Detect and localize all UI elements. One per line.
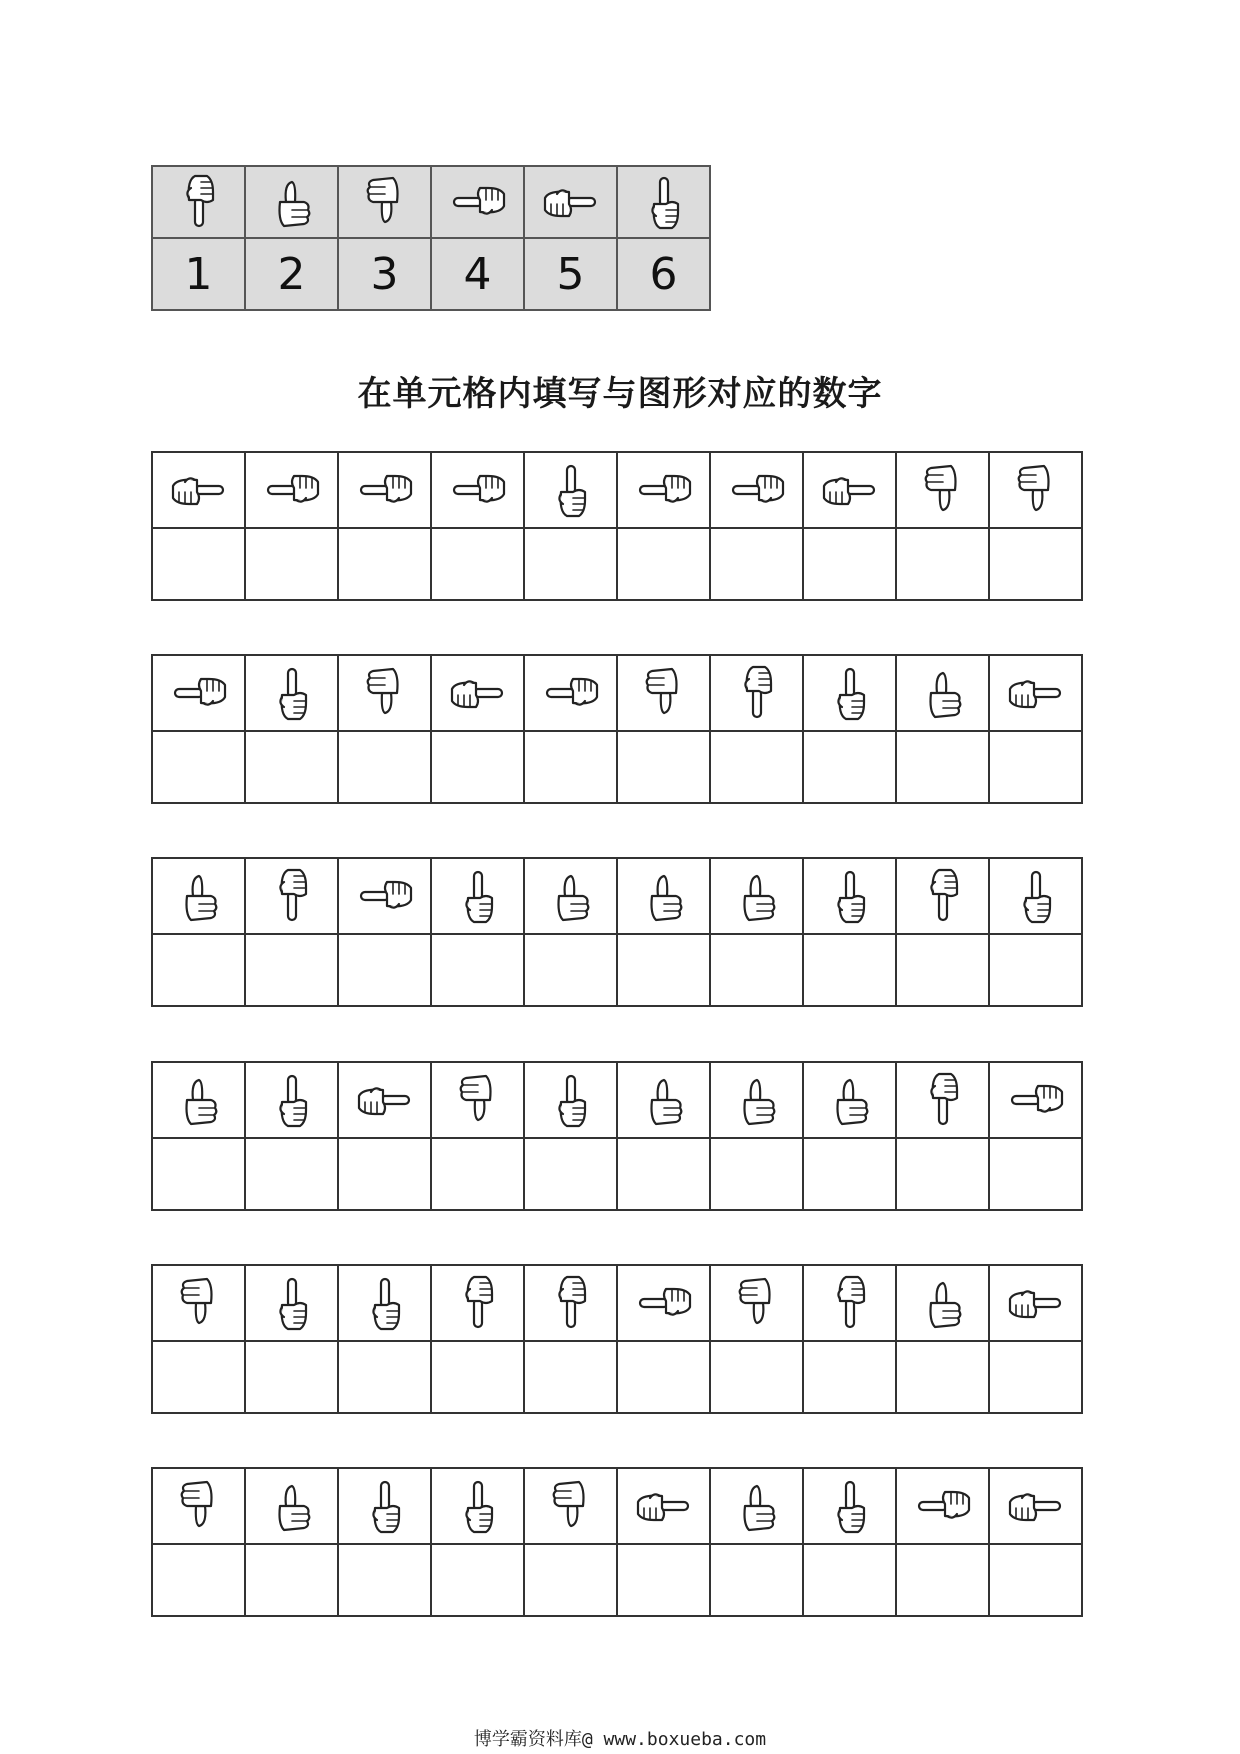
hand-icon xyxy=(618,1478,709,1534)
symbol-cell xyxy=(803,858,896,934)
hand-icon xyxy=(897,1275,988,1331)
answer-cell[interactable] xyxy=(431,731,524,803)
answer-cell[interactable] xyxy=(152,934,245,1006)
hand-icon xyxy=(153,174,244,230)
answer-cell[interactable] xyxy=(803,731,896,803)
hand-icon xyxy=(618,1275,709,1331)
hand-icon xyxy=(432,868,523,924)
hand-icon xyxy=(339,868,430,924)
hand-icon xyxy=(804,1072,895,1128)
answer-cell[interactable] xyxy=(152,1544,245,1616)
symbol-cell xyxy=(710,452,803,528)
answer-cell[interactable] xyxy=(152,1341,245,1413)
hand-icon xyxy=(990,1478,1081,1534)
hand-icon xyxy=(618,462,709,518)
answer-cell[interactable] xyxy=(896,1544,989,1616)
exercise-grid-2 xyxy=(151,654,1083,804)
symbol-cell xyxy=(524,858,617,934)
hand-icon xyxy=(525,1478,616,1534)
hand-icon xyxy=(990,462,1081,518)
hand-icon xyxy=(990,868,1081,924)
answer-cell[interactable] xyxy=(524,528,617,600)
hand-icon xyxy=(432,462,523,518)
answer-cell[interactable] xyxy=(152,1138,245,1210)
hand-icon xyxy=(246,1275,337,1331)
key-number: 3 xyxy=(338,238,431,310)
hand-icon xyxy=(153,1072,244,1128)
hand-icon xyxy=(804,1275,895,1331)
hand-icon xyxy=(618,665,709,721)
key-cell xyxy=(152,166,245,238)
hand-icon xyxy=(153,462,244,518)
answer-cell[interactable] xyxy=(896,934,989,1006)
symbol-cell xyxy=(152,1062,245,1138)
symbol-cell xyxy=(245,1062,338,1138)
answer-cell[interactable] xyxy=(245,1544,338,1616)
exercise-grid-5 xyxy=(151,1264,1083,1414)
worksheet-title: 在单元格内填写与图形对应的数字 xyxy=(357,374,883,414)
hand-icon xyxy=(339,665,430,721)
hand-icon xyxy=(525,174,616,230)
hand-icon xyxy=(618,868,709,924)
answer-cell[interactable] xyxy=(989,1138,1082,1210)
key-number-row xyxy=(152,238,710,310)
answer-cell[interactable] xyxy=(524,1544,617,1616)
answer-cell[interactable] xyxy=(989,934,1082,1006)
hand-icon xyxy=(618,1072,709,1128)
answer-cell[interactable] xyxy=(710,1138,803,1210)
hand-icon xyxy=(897,868,988,924)
answer-cell[interactable] xyxy=(431,1138,524,1210)
symbol-cell xyxy=(245,655,338,731)
symbol-cell xyxy=(617,655,710,731)
key-cell xyxy=(431,166,524,238)
symbol-cell xyxy=(617,1062,710,1138)
symbol-cell xyxy=(896,452,989,528)
hand-icon xyxy=(246,868,337,924)
hand-icon xyxy=(246,665,337,721)
symbol-cell xyxy=(338,1468,431,1544)
symbol-cell xyxy=(710,1468,803,1544)
hand-icon xyxy=(153,665,244,721)
key-number: 5 xyxy=(524,238,617,310)
hand-icon xyxy=(525,868,616,924)
hand-icon xyxy=(897,1478,988,1534)
hand-icon xyxy=(525,1275,616,1331)
answer-cell[interactable] xyxy=(896,1341,989,1413)
hand-icon xyxy=(246,174,337,230)
answer-cell[interactable] xyxy=(617,731,710,803)
hand-icon xyxy=(339,1072,430,1128)
hand-icon xyxy=(804,868,895,924)
symbol-cell xyxy=(431,1062,524,1138)
answer-row xyxy=(152,731,1082,803)
answer-row xyxy=(152,1138,1082,1210)
hand-icon xyxy=(711,1072,802,1128)
symbol-cell xyxy=(152,858,245,934)
hand-icon xyxy=(525,665,616,721)
answer-cell[interactable] xyxy=(710,1544,803,1616)
symbol-cell xyxy=(617,1468,710,1544)
answer-row xyxy=(152,528,1082,600)
answer-cell[interactable] xyxy=(524,731,617,803)
answer-cell[interactable] xyxy=(524,1341,617,1413)
answer-cell[interactable] xyxy=(710,731,803,803)
symbol-cell xyxy=(152,1265,245,1341)
answer-cell[interactable] xyxy=(989,528,1082,600)
symbol-cell xyxy=(524,452,617,528)
symbol-cell xyxy=(431,655,524,731)
answer-cell[interactable] xyxy=(803,528,896,600)
symbol-cell xyxy=(896,858,989,934)
symbol-cell xyxy=(152,1468,245,1544)
answer-cell[interactable] xyxy=(338,1138,431,1210)
symbol-row xyxy=(152,1265,1082,1341)
symbol-cell xyxy=(803,1062,896,1138)
hand-icon xyxy=(897,1072,988,1128)
answer-row xyxy=(152,934,1082,1006)
symbol-row xyxy=(152,655,1082,731)
symbol-cell xyxy=(617,452,710,528)
symbol-cell xyxy=(338,858,431,934)
symbol-cell xyxy=(803,655,896,731)
exercise-grid-1 xyxy=(151,451,1083,601)
hand-icon xyxy=(804,462,895,518)
hand-icon xyxy=(711,868,802,924)
symbol-cell xyxy=(431,858,524,934)
hand-icon xyxy=(711,665,802,721)
answer-cell[interactable] xyxy=(152,528,245,600)
hand-icon xyxy=(246,462,337,518)
symbol-cell xyxy=(152,655,245,731)
answer-cell[interactable] xyxy=(524,1138,617,1210)
symbol-cell xyxy=(803,1265,896,1341)
answer-cell[interactable] xyxy=(989,731,1082,803)
footer-watermark: 博学霸资料库@ www.boxueba.com xyxy=(473,1729,767,1750)
hand-icon xyxy=(432,174,523,230)
hand-icon xyxy=(339,462,430,518)
key-cell xyxy=(617,166,710,238)
symbol-row xyxy=(152,858,1082,934)
symbol-cell xyxy=(245,858,338,934)
hand-icon xyxy=(153,1478,244,1534)
answer-cell[interactable] xyxy=(617,1544,710,1616)
exercise-grid-6 xyxy=(151,1467,1083,1617)
answer-cell[interactable] xyxy=(617,1341,710,1413)
symbol-cell xyxy=(524,1468,617,1544)
answer-key-table xyxy=(151,165,711,311)
answer-cell[interactable] xyxy=(617,1138,710,1210)
answer-cell[interactable] xyxy=(152,731,245,803)
answer-cell[interactable] xyxy=(338,731,431,803)
hand-icon xyxy=(990,665,1081,721)
hand-icon xyxy=(897,462,988,518)
hand-icon xyxy=(339,1275,430,1331)
answer-cell[interactable] xyxy=(896,731,989,803)
symbol-cell xyxy=(896,1265,989,1341)
symbol-cell xyxy=(338,452,431,528)
key-number: 2 xyxy=(245,238,338,310)
key-cell xyxy=(338,166,431,238)
symbol-cell xyxy=(338,1062,431,1138)
symbol-cell xyxy=(989,655,1082,731)
answer-cell[interactable] xyxy=(245,934,338,1006)
answer-cell[interactable] xyxy=(803,1138,896,1210)
symbol-cell xyxy=(896,655,989,731)
hand-icon xyxy=(339,174,430,230)
symbol-cell xyxy=(245,1265,338,1341)
answer-row xyxy=(152,1544,1082,1616)
answer-cell[interactable] xyxy=(431,1341,524,1413)
hand-icon xyxy=(525,1072,616,1128)
key-number: 1 xyxy=(152,238,245,310)
answer-cell[interactable] xyxy=(245,1138,338,1210)
symbol-row xyxy=(152,1468,1082,1544)
answer-cell[interactable] xyxy=(524,934,617,1006)
hand-icon xyxy=(711,1275,802,1331)
answer-cell[interactable] xyxy=(431,934,524,1006)
answer-row xyxy=(152,1341,1082,1413)
key-number: 4 xyxy=(431,238,524,310)
symbol-cell xyxy=(431,1468,524,1544)
symbol-cell xyxy=(896,1062,989,1138)
answer-cell[interactable] xyxy=(989,1341,1082,1413)
hand-icon xyxy=(711,1478,802,1534)
answer-cell[interactable] xyxy=(803,1544,896,1616)
symbol-cell xyxy=(338,655,431,731)
hand-icon xyxy=(432,1478,523,1534)
symbol-cell xyxy=(710,655,803,731)
answer-cell[interactable] xyxy=(338,1341,431,1413)
answer-cell[interactable] xyxy=(803,934,896,1006)
hand-icon xyxy=(804,1478,895,1534)
symbol-cell xyxy=(710,1062,803,1138)
key-cell xyxy=(245,166,338,238)
answer-cell[interactable] xyxy=(617,934,710,1006)
symbol-cell xyxy=(524,1265,617,1341)
hand-icon xyxy=(153,1275,244,1331)
hand-icon xyxy=(897,665,988,721)
hand-icon xyxy=(711,462,802,518)
hand-icon xyxy=(618,174,709,230)
hand-icon xyxy=(246,1072,337,1128)
symbol-cell xyxy=(524,1062,617,1138)
key-cell xyxy=(524,166,617,238)
hand-icon xyxy=(246,1478,337,1534)
hand-icon xyxy=(339,1478,430,1534)
symbol-cell xyxy=(989,858,1082,934)
hand-icon xyxy=(525,462,616,518)
exercise-grid-4 xyxy=(151,1061,1083,1211)
answer-cell[interactable] xyxy=(617,528,710,600)
answer-cell[interactable] xyxy=(710,528,803,600)
symbol-cell xyxy=(431,452,524,528)
answer-cell[interactable] xyxy=(245,731,338,803)
symbol-cell xyxy=(617,858,710,934)
symbol-cell xyxy=(617,1265,710,1341)
symbol-cell xyxy=(152,452,245,528)
answer-cell[interactable] xyxy=(245,1341,338,1413)
answer-cell[interactable] xyxy=(338,1544,431,1616)
symbol-cell xyxy=(245,452,338,528)
answer-cell[interactable] xyxy=(803,1341,896,1413)
hand-icon xyxy=(432,1072,523,1128)
symbol-cell xyxy=(431,1265,524,1341)
symbol-cell xyxy=(710,1265,803,1341)
symbol-cell xyxy=(989,1265,1082,1341)
hand-icon xyxy=(804,665,895,721)
symbol-cell xyxy=(245,1468,338,1544)
symbol-cell xyxy=(338,1265,431,1341)
symbol-cell xyxy=(524,655,617,731)
symbol-cell xyxy=(989,1468,1082,1544)
symbol-row xyxy=(152,452,1082,528)
symbol-row xyxy=(152,1062,1082,1138)
answer-cell[interactable] xyxy=(710,1341,803,1413)
answer-cell[interactable] xyxy=(338,528,431,600)
symbol-cell xyxy=(710,858,803,934)
answer-cell[interactable] xyxy=(338,934,431,1006)
answer-cell[interactable] xyxy=(431,1544,524,1616)
answer-cell[interactable] xyxy=(989,1544,1082,1616)
answer-cell[interactable] xyxy=(896,528,989,600)
symbol-cell xyxy=(989,452,1082,528)
symbol-cell xyxy=(989,1062,1082,1138)
hand-icon xyxy=(990,1275,1081,1331)
key-symbol-row xyxy=(152,166,710,238)
answer-cell[interactable] xyxy=(431,528,524,600)
hand-icon xyxy=(432,665,523,721)
symbol-cell xyxy=(803,452,896,528)
hand-icon xyxy=(153,868,244,924)
answer-cell[interactable] xyxy=(710,934,803,1006)
symbol-cell xyxy=(803,1468,896,1544)
hand-icon xyxy=(990,1072,1081,1128)
exercise-grid-3 xyxy=(151,857,1083,1007)
answer-cell[interactable] xyxy=(245,528,338,600)
hand-icon xyxy=(432,1275,523,1331)
key-number: 6 xyxy=(617,238,710,310)
answer-cell[interactable] xyxy=(896,1138,989,1210)
symbol-cell xyxy=(896,1468,989,1544)
